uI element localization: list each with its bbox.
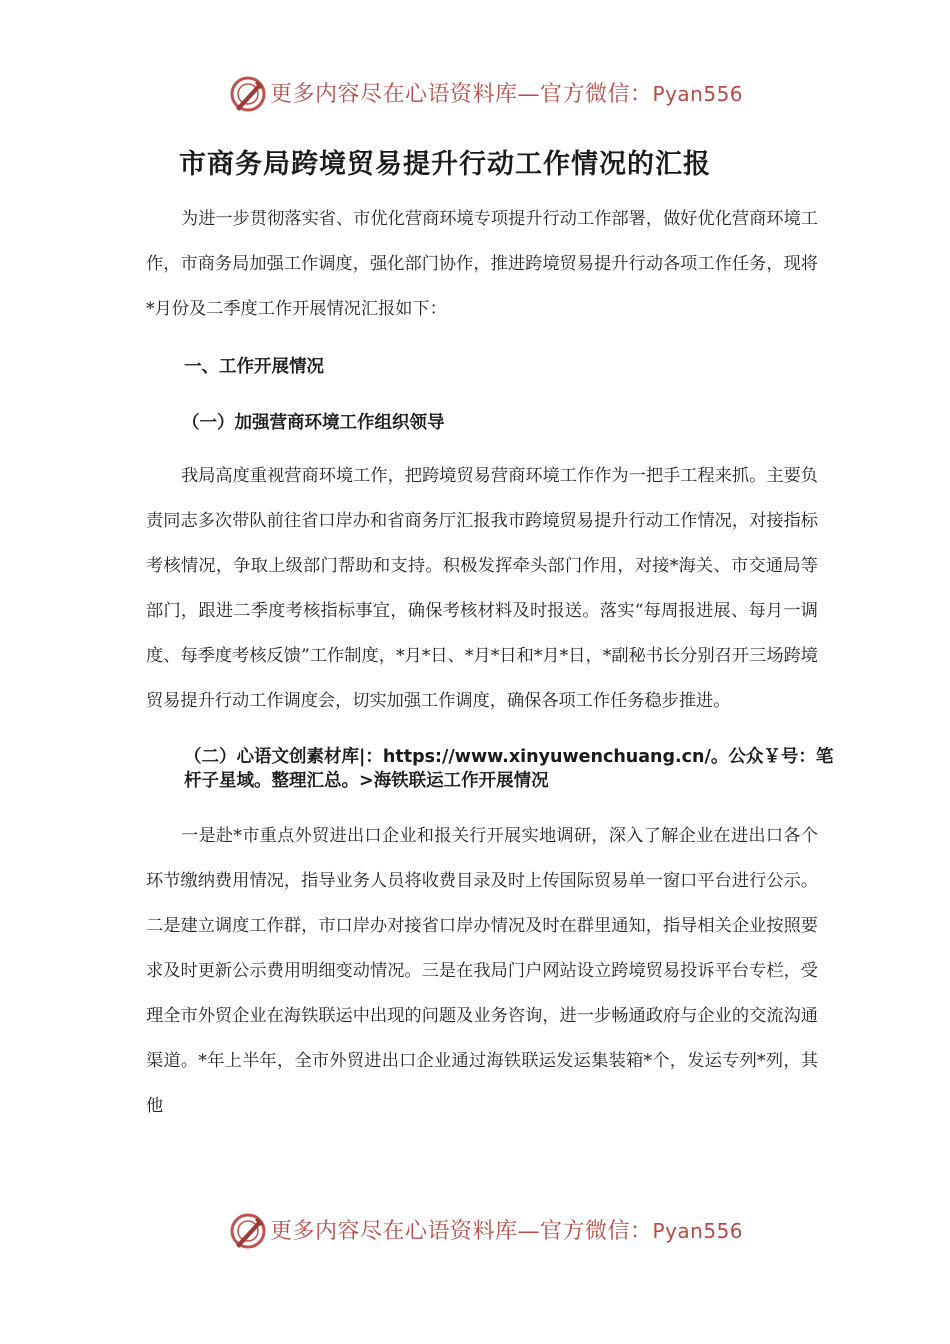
banner-text [270, 1214, 743, 1245]
banner-wechat-id: Pyan556 [652, 1219, 744, 1243]
subsection-2-paragraph: 一是赴*市重点外贸进出口企业和报关行开展实地调研，深入了解企业在进出口各个环节缴纳费用情况，指导业务人员将收费目录及时上传国际贸易单一窗口平台进行公示。二是建立调度工作群，市口岸办对接省口岸办情况及时在群里通知，指导相关企业按照要求及时更新公示费用明细变动情况。三是在我局门户网站设立跨境贸易投诉平台专栏，受理全市外贸企业在海铁联运中出现的问题及业务咨询，进一步畅通政府与企业的交流沟通渠道。*年上半年，全市外贸进出口企业通过海铁联运发运集装箱*个，发运专列*列，其他 [146, 826, 818, 1116]
document-title: 市商务局跨境贸易提升行动工作情况的汇报 [179, 149, 711, 180]
banner-label: 更多内容尽在心语资料库—官方微信： [270, 82, 653, 107]
footer-banner [0, 1205, 950, 1255]
header-banner [0, 68, 950, 118]
section-heading-1: 一、工作开展情况 [184, 357, 324, 377]
pen-logo-icon [228, 74, 268, 114]
subsection-heading-2: （二）心语文创素材库|：https://www.xinyuwenchuang.cn/。公众￥号：笔杆子星域。整理汇总。>海铁联运工作开展情况 [184, 747, 834, 791]
intro-paragraph: 为进一步贯彻落实省、市优化营商环境专项提升行动工作部署，做好优化营商环境工作，市商务局加强工作调度，强化部门协作，推进跨境贸易提升行动各项工作任务，现将*月份及二季度工作开展情况汇报如下： [146, 209, 818, 319]
subsection-1-paragraph: 我局高度重视营商环境工作，把跨境贸易营商环境工作作为一把手工程来抓。主要负责同志多次带队前往省口岸办和省商务厅汇报我市跨境贸易提升行动工作情况，对接指标考核情况，争取上级部门帮助和支持。积极发挥牵头部门作用，对接*海关、市交通局等部门，跟进二季度考核指标事宜，确保考核材料及时报送。落实“每周报进展、每月一调度、每季度考核反馈”工作制度，*月*日、*月*日和*月*日，*副秘书长分别召开三场跨境贸易提升行动工作调度会，切实加强工作调度，确保各项工作任务稳步推进。 [146, 466, 818, 711]
subsection-heading-1: （一）加强营商环境工作组织领导 [182, 413, 445, 433]
banner-text [270, 77, 743, 108]
banner-label: 更多内容尽在心语资料库—官方微信： [270, 1219, 653, 1244]
pen-logo-icon [228, 1211, 268, 1251]
banner-wechat-id: Pyan556 [652, 82, 744, 106]
